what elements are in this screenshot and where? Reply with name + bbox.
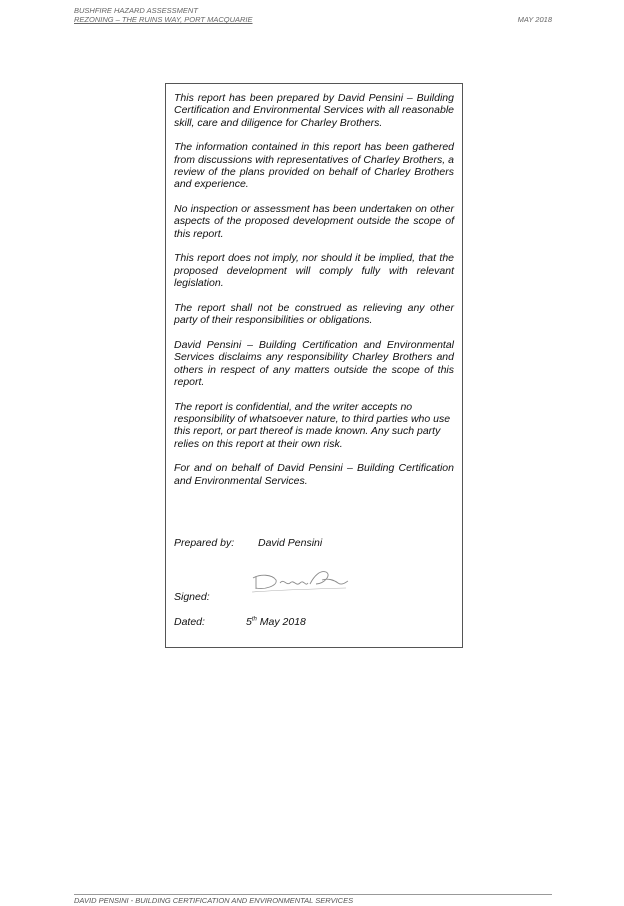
dated-value [246, 616, 306, 628]
header-date: MAY 2018 [517, 15, 552, 24]
page-header [74, 6, 552, 24]
header-subtitle: REZONING – THE RUINS WAY, PORT MACQUARIE [74, 15, 253, 24]
header-title: BUSHFIRE HAZARD ASSESSMENT [74, 6, 198, 15]
dated-suffix: th [251, 616, 257, 623]
dated-day: 5 [246, 616, 252, 628]
disclaimer-paragraph-2: The information contained in this report has been gathered from discussions with representatives of Charley Brothers, a review of the plans provided on behalf of Charley Brothers and experience. [174, 141, 454, 191]
signed-row [174, 591, 210, 603]
dated-month-year: May 2018 [256, 616, 306, 628]
disclaimer-paragraph-7: The report is confidential, and the writer accepts no responsibility of whatsoever nature, to third parties who use this report, or part thereof is made known. Any such party relies on this report at their own risk. [174, 400, 451, 450]
prepared-by-row [174, 537, 323, 549]
disclaimer-paragraph-6: David Pensini – Building Certification and Environmental Services disclaims any responsibility Charley Brothers and others in respect of any matters outside the scope of this report. [174, 338, 454, 388]
disclaimer-box [165, 83, 463, 648]
signed-label: Signed: [174, 591, 210, 603]
page-footer: DAVID PENSINI - BUILDING CERTIFICATION AND ENVIRONMENTAL SERVICES [74, 894, 552, 905]
disclaimer-paragraph-5: The report shall not be construed as relieving any other party of their responsibilities or obligations. [174, 301, 454, 327]
disclaimer-paragraph-3: No inspection or assessment has been undertaken on other aspects of the proposed development outside the scope of this report. [174, 203, 454, 240]
signature-image [250, 566, 350, 594]
dated-label: Dated: [174, 616, 205, 628]
dated-row [174, 616, 306, 628]
disclaimer-paragraph-8: For and on behalf of David Pensini – Building Certification and Environmental Services. [174, 462, 454, 487]
disclaimer-paragraph-1: This report has been prepared by David Pensini – Building Certification and Environmental Services with all reasonable skill, care and diligence for Charley Brothers. [174, 92, 454, 129]
prepared-by-label: Prepared by: [174, 537, 235, 549]
prepared-by-value: David Pensini [258, 537, 323, 549]
disclaimer-paragraph-4: This report does not imply, nor should it be implied, that the proposed development will comply fully with relevant legislation. [174, 252, 454, 290]
